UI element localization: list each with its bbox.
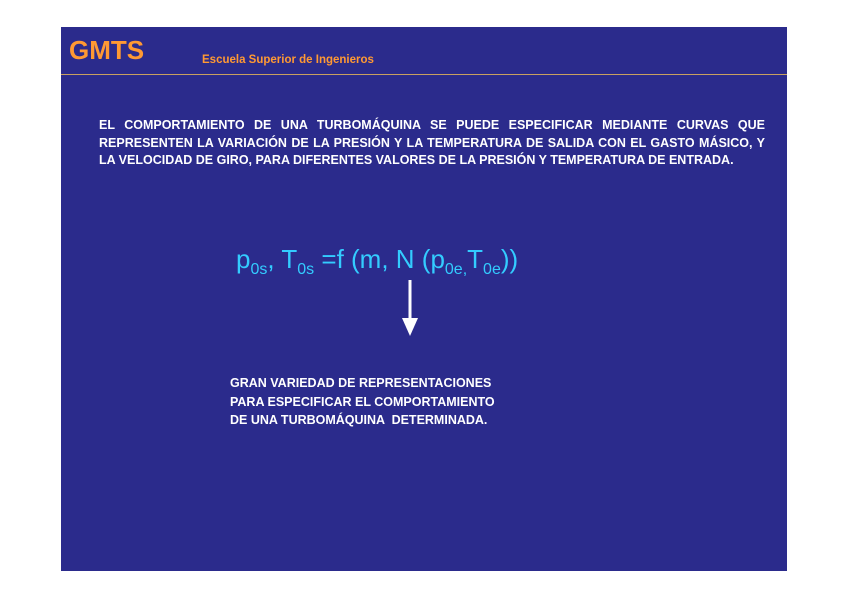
result-line: PARA ESPECIFICAR EL COMPORTAMIENTO — [230, 394, 495, 409]
formula-T-inlet-subscript: 0e — [483, 261, 501, 278]
formula-p-inlet-subscript: 0e, — [444, 261, 468, 278]
formula-middle: =f (m, N ( — [314, 244, 431, 274]
arrow-down-icon — [398, 280, 422, 336]
result-text — [230, 374, 495, 430]
slide — [61, 27, 787, 571]
formula-T-subscript: 0s — [297, 261, 315, 278]
header-divider — [61, 74, 787, 75]
formula-p: p — [236, 244, 251, 274]
formula — [236, 242, 518, 276]
formula-p-inlet: p — [430, 244, 445, 274]
formula-p-subscript: 0s — [250, 261, 268, 278]
formula-end: )) — [500, 244, 519, 274]
formula-T-inlet: T — [467, 244, 484, 274]
intro-paragraph: EL COMPORTAMIENTO DE UNA TURBOMÁQUINA SE PUEDE ESPECIFICAR MEDIANTE CURVAS QUE REPRESENTEN LA VARIACIÓN DE LA PRESIÓN Y LA TEMPERATURA DE SALIDA CON EL GASTO MÁSICO, Y LA VELOCIDAD DE GIRO, PARA DIFERENTES VALORES DE LA PRESIÓN Y TEMPERATURA DE ENTRADA. — [99, 118, 765, 167]
result-line: GRAN VARIEDAD DE REPRESENTACIONES — [230, 376, 492, 390]
slide-subtitle: Escuela Superior de Ingenieros — [202, 54, 374, 66]
logo: GMTS — [69, 35, 145, 65]
result-line: DE UNA TURBOMÁQUINA DETERMINADA. — [230, 413, 488, 427]
formula-T: T — [281, 244, 298, 274]
formula-separator: , — [267, 244, 282, 274]
